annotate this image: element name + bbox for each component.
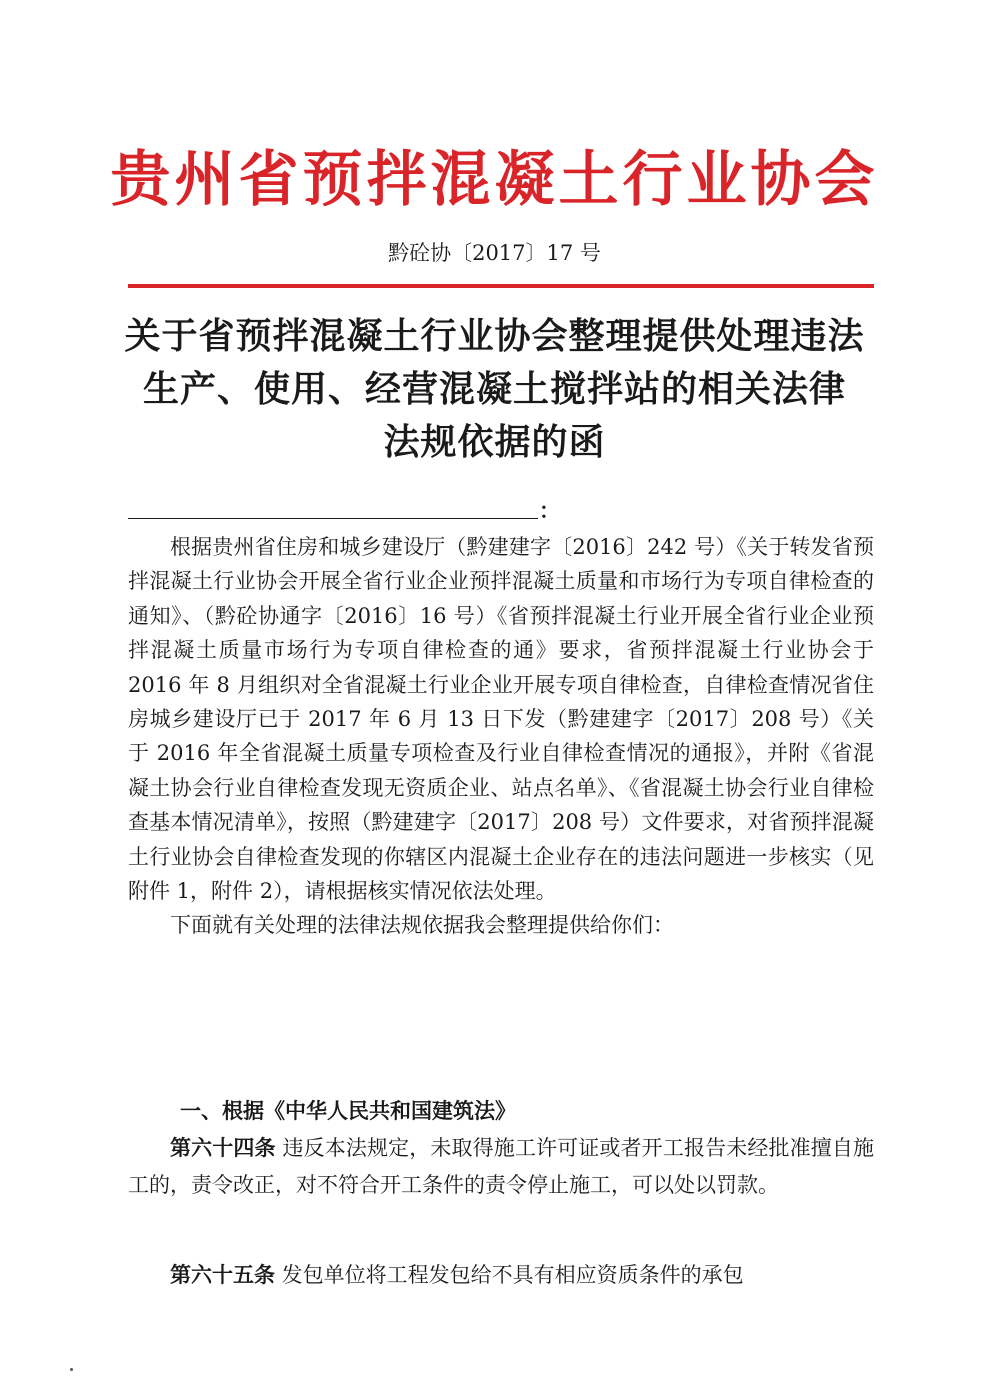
body-paragraph-1: 根据贵州省住房和城乡建设厅（黔建建字〔2016〕242 号）《关于转发省预拌混凝土行业协会开展全省行业企业预拌混凝土质量和市场行为专项自律检查的通知》、（黔砼协通字〔2016〕16 号）《省预拌混凝土行业开展全省行业企业预拌混凝土质量市场行为专项自律检查的通》要求，省预拌混凝土行业协会于 2016 年 8 月组织对全省混凝土行业企业开展专项自律检查，自律检查情况省住房城乡建设厅已于 2017 年 6 月 13 日下发（黔建建字〔2017〕208 号）《关于 2016 年全省混凝土质量专项检查及行业自律检查情况的通报》，并附《省混凝土协会行业自律检查发现无资质企业、站点名单》、《省混凝土协会行业自律检查基本情况清单》，按照（黔建建字〔2017〕208 号）文件要求，对省预拌混凝土行业协会自律检查发现的你辖区内混凝土企业存在的违法问题进一步核实（见附件 1，附件 2），请根据核实情况依法处理。 [128, 535, 874, 904]
letter-body [128, 530, 874, 943]
article-64 [128, 1130, 874, 1203]
subject-line-3: 法规依据的函 [383, 422, 606, 463]
subject-line-2: 生产、使用、经营混凝土搅拌站的相关法律 [142, 369, 846, 410]
article-text: 发包单位将工程发包给不具有相应资质条件的承包 [275, 1263, 744, 1287]
document-subject [0, 310, 989, 469]
addressee-underline [128, 518, 538, 519]
subject-line-1: 关于省预拌混凝土行业协会整理提供处理违法 [124, 316, 865, 357]
article-text: 违反本法规定，未取得施工许可证或者开工报告未经批准擅自施工的，责令改正，对不符合开工条件的责令停止施工，可以处以罚款。 [128, 1136, 874, 1197]
article-number: 第六十五条 [170, 1263, 275, 1287]
document-number: 黔砼协〔2017〕17 号 [388, 241, 601, 265]
addressee-colon: ： [539, 498, 560, 523]
body-paragraph-2: 下面就有关处理的法律法规依据我会整理提供给你们： [170, 913, 674, 938]
addressee-blank [128, 498, 560, 523]
letterhead-red-rule [128, 284, 874, 288]
scan-speck [70, 1368, 73, 1371]
section-heading-building-law: 一、根据《中华人民共和国建筑法》 [180, 1099, 516, 1123]
organization-letterhead: 贵州省预拌混凝土行业协会 [110, 145, 879, 215]
article-65 [128, 1257, 874, 1294]
article-number: 第六十四条 [170, 1136, 276, 1160]
